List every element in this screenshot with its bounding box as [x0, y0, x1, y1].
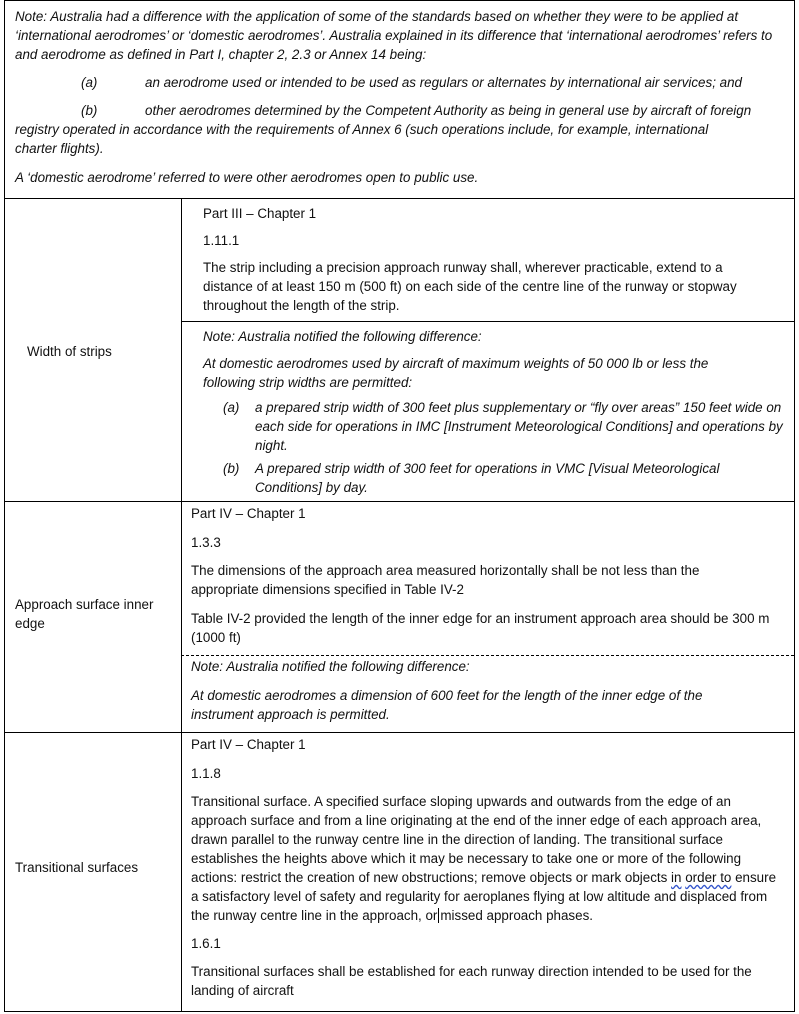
- intro-item-b-text-rest: registry operated in accordance with the requirements of Annex 6 (such operations include, for example, international charter flights).: [15, 122, 709, 156]
- intro-item-a-marker: (a): [81, 75, 98, 90]
- approach-table-text: Table IV-2 provided the length of the inner edge for an instrument approach area should be 300 m (1000 ft): [191, 611, 770, 645]
- approach-standard-text: The dimensions of the approach area measured horizontally shall be not less than the appropriate dimensions specified in Table IV-2: [191, 563, 700, 597]
- intro-item-b-text-line1: other aerodromes determined by the Competent Authority as being in general use by aircraft of foreign: [145, 103, 752, 118]
- width-inner-divider: [181, 321, 794, 322]
- document-table: [4, 0, 795, 1012]
- column-divider: [181, 198, 182, 1011]
- width-item-a-text: a prepared strip width of 300 feet plus supplementary or “fly over areas” 150 feet wide on each side for operations in IMC [Instrument Meteorological Conditions] and operations by night.: [255, 400, 783, 453]
- transitional-text-2: Transitional surfaces shall be established for each runway direction intended to be used for the landing of aircraft: [191, 964, 752, 998]
- approach-dashed-divider: [181, 655, 794, 656]
- transitional-section-1: 1.1.8: [191, 766, 221, 781]
- intro-item-b-marker: (b): [81, 103, 98, 118]
- width-note-text: At domestic aerodromes used by aircraft of maximum weights of 50 000 lb or less the following strip widths are permitted:: [203, 356, 709, 390]
- row-divider-1: [5, 501, 794, 502]
- width-item-b-marker: (b): [223, 461, 240, 476]
- transitional-definition-text: [191, 792, 785, 925]
- row-divider-2: [5, 732, 794, 733]
- width-note-heading: Note: Australia notified the following difference:: [203, 329, 482, 344]
- grammar-flag-2: order to: [685, 870, 732, 885]
- transitional-text-mid: ensure a satisfactory level of safety and regularity for aeroplanes flying at low altitude and displaced from the runway centre line in the approach, or: [191, 870, 777, 923]
- row-label-transitional-surfaces: Transitional surfaces: [15, 860, 139, 875]
- width-part-heading: Part III – Chapter 1: [203, 206, 317, 221]
- intro-note-text: Note: Australia had a difference with the application of some of the standards based on whether they were to be applied at ‘international aerodromes’ or ‘domestic aerodromes’. Australia explained in its difference that ‘international aerodromes’ refers to and aerodrome as defined in Part I, chapter 2, 2.3 or Annex 14 being:: [15, 9, 773, 62]
- approach-note-text: At domestic aerodromes a dimension of 600 feet for the length of the inner edge of the instrument approach is permitted.: [191, 688, 703, 722]
- grammar-flag-1: in: [671, 870, 682, 885]
- approach-part-heading: Part IV – Chapter 1: [191, 506, 306, 521]
- intro-note-block: [5, 1, 794, 199]
- row-label-approach-surface: Approach surface inner edge: [15, 597, 154, 631]
- transitional-section-2: 1.6.1: [191, 936, 221, 951]
- transitional-text-post: missed approach phases.: [440, 908, 593, 923]
- transitional-text-pre: Transitional surface. A specified surface sloping upwards and outwards from the edge of an approach surface and from a line originating at the end of the inner edge of each approach area, drawn parallel to the runway centre line in the direction of landing. The transitional surface establishes the heights above which it may be necessary to take one or more of the following actions: restrict the creation of new obstructions; remove objects or mark objects: [191, 794, 762, 885]
- width-item-b-text: A prepared strip width of 300 feet for operations in VMC [Visual Meteorological Conditions] by day.: [255, 461, 720, 495]
- width-standard-text: The strip including a precision approach runway shall, wherever practicable, extend to a distance of at least 150 m (500 ft) on each side of the centre line of the runway or stopway throughout the length of the strip.: [203, 260, 737, 313]
- width-section-number: 1.11.1: [203, 233, 240, 248]
- intro-item-a-text: an aerodrome used or intended to be used as regulars or alternates by international air services; and: [145, 75, 742, 90]
- transitional-part-heading: Part IV – Chapter 1: [191, 737, 306, 752]
- approach-note-heading: Note: Australia notified the following difference:: [191, 659, 470, 674]
- intro-domestic-text: A ‘domestic aerodrome’ referred to were other aerodromes open to public use.: [15, 170, 479, 185]
- width-item-a-marker: (a): [223, 400, 240, 415]
- row-label-width-of-strips: Width of strips: [27, 344, 112, 359]
- approach-section-number: 1.3.3: [191, 535, 221, 550]
